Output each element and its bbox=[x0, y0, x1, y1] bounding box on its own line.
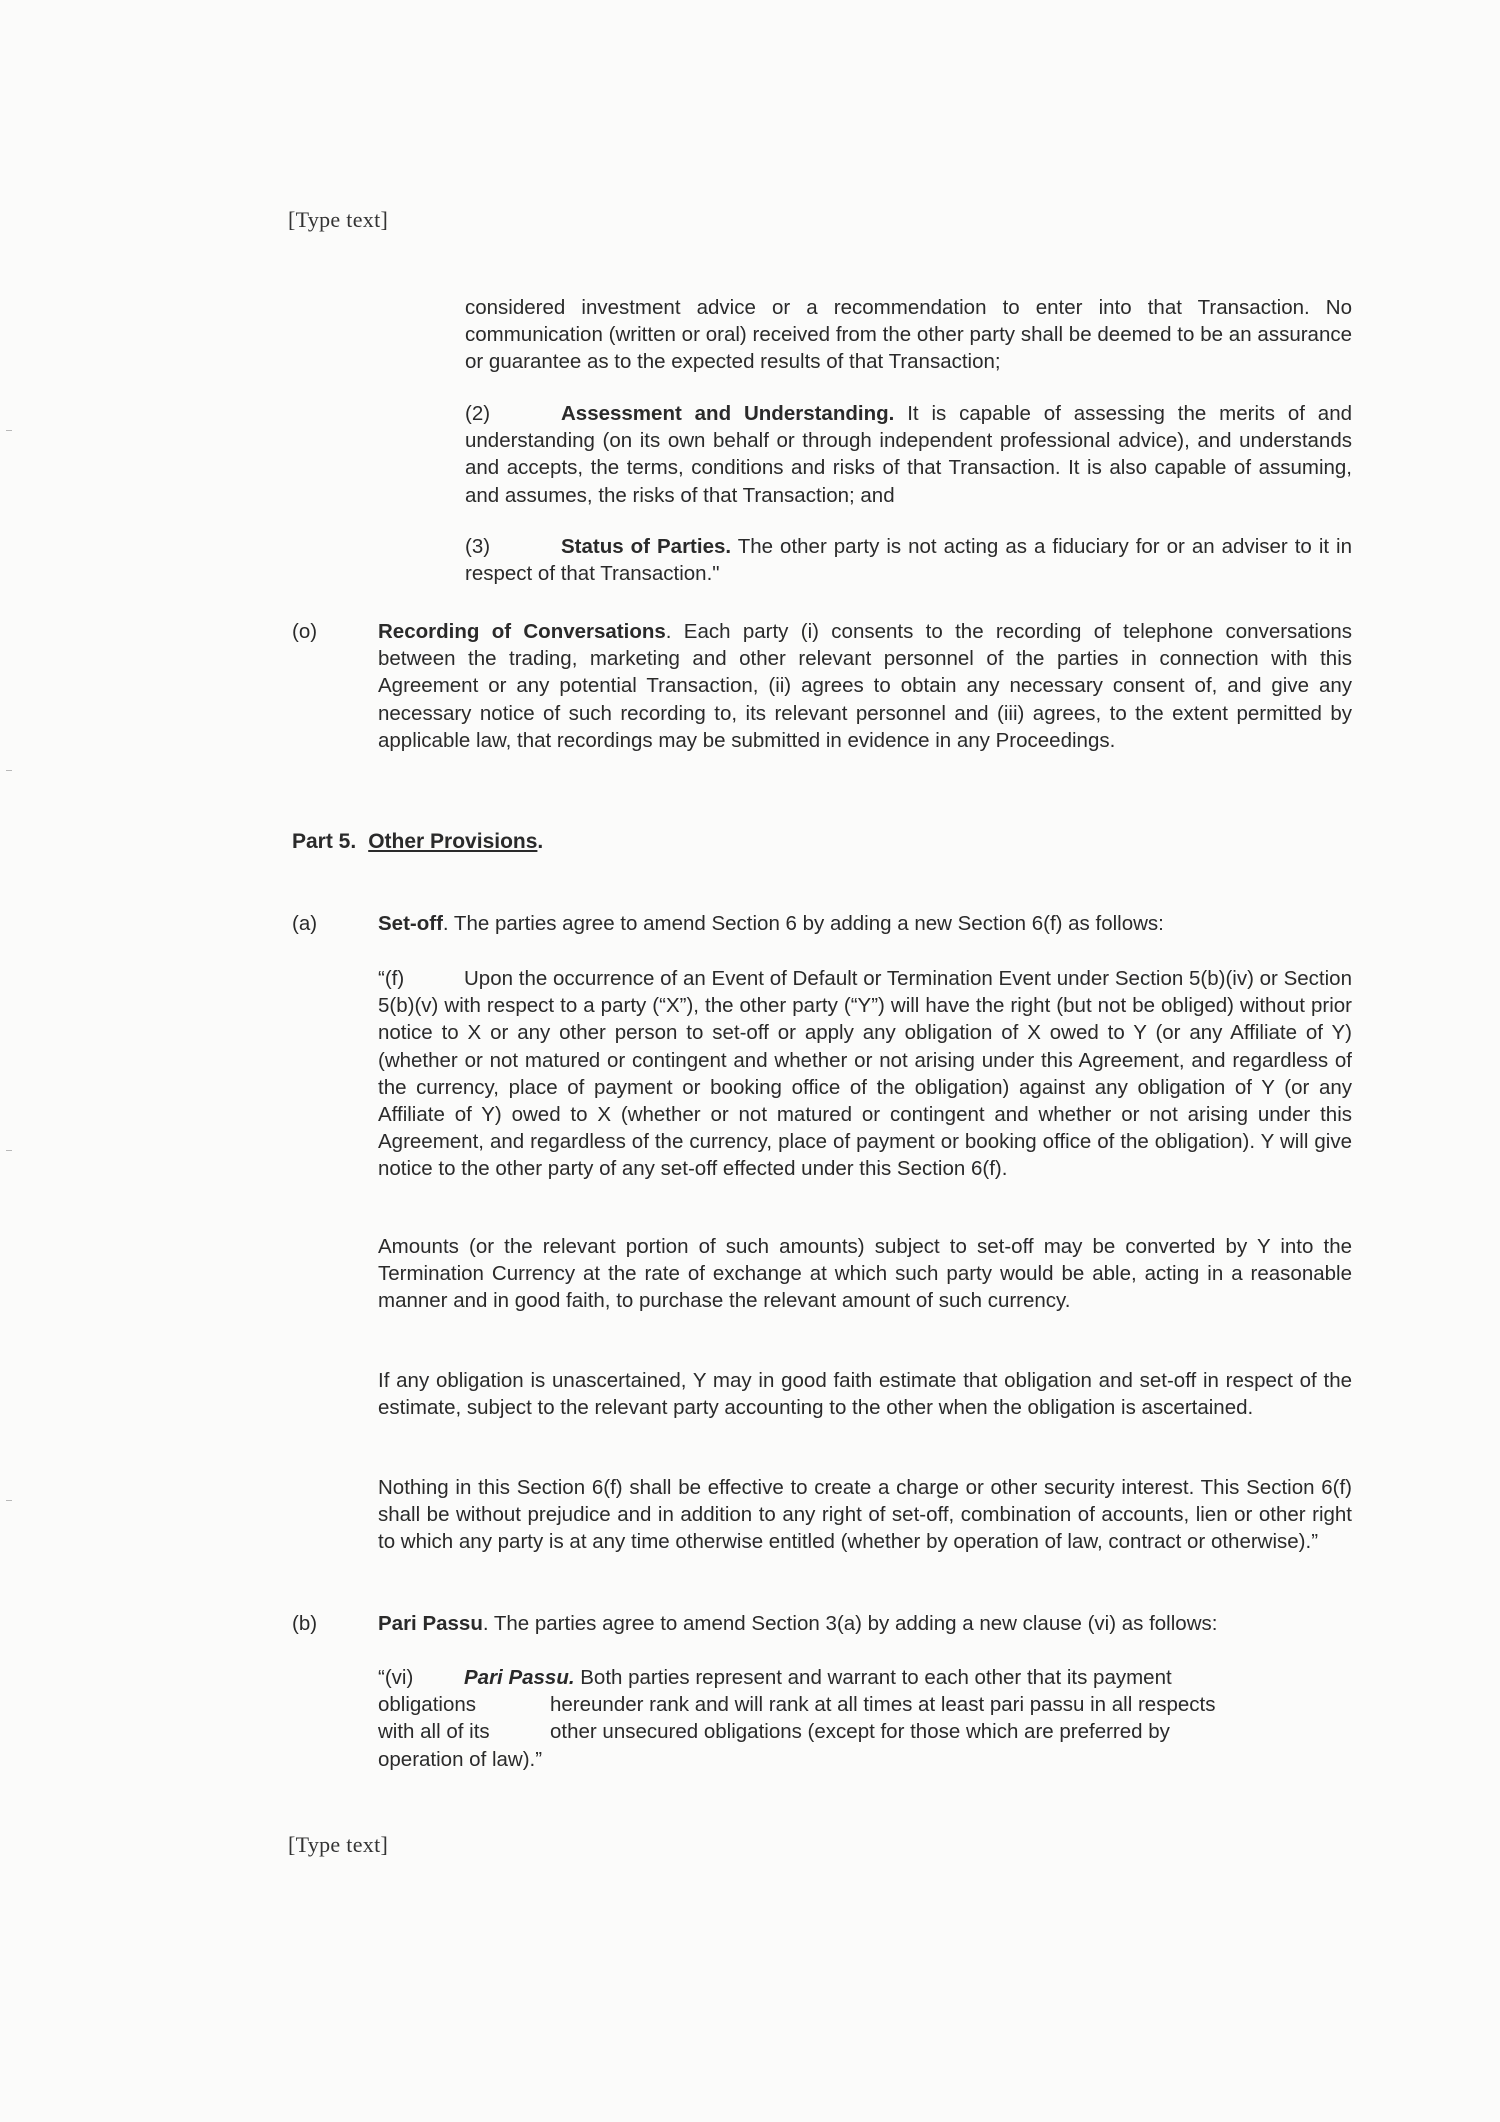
scan-edge-mark bbox=[6, 1150, 12, 1151]
clause-vi-line-3-text: other unsecured obligations (except for those which are preferred by bbox=[550, 1720, 1170, 1744]
running-header: [Type text] bbox=[288, 207, 389, 232]
clause-vi-line-1 bbox=[378, 1664, 1352, 1691]
clause-3-number: (3) bbox=[465, 535, 491, 558]
clause-o bbox=[378, 618, 1352, 754]
scan-edge-mark bbox=[6, 1500, 12, 1501]
part-5-label: Part 5. bbox=[292, 830, 357, 853]
setoff-amounts-text: Amounts (or the relevant portion of such amounts) subject to set-off may be converted by Y into the Termination Currency at the rate of exchange at which such party would be able, acting in a reasonable manner and in good faith, to purchase the relevant amount of such currency. bbox=[378, 1235, 1352, 1313]
clause-3-text: The other party is not acting as a fiduciary for or an adviser to it in respect of that Transaction." bbox=[465, 535, 1353, 586]
setoff-intro bbox=[378, 910, 1352, 937]
clause-vi-line-2 bbox=[378, 1691, 1352, 1718]
setoff-intro-text: . The parties agree to amend Section 6 by adding a new Section 6(f) as follows: bbox=[442, 912, 1164, 935]
pari-passu-marker: (b) bbox=[292, 1612, 318, 1635]
clause-3-title: Status of Parties. bbox=[561, 535, 732, 558]
section-6f-text: Upon the occurrence of an Event of Default or Termination Event under Section 5(b)(iv) or Section 5(b)(v) with respect to a party (“X”), the other party (“Y”) will have the right (but not be obliged) without prior notice to X or any other person to set-off or apply any obligation of X owed to Y (or any Affiliate of Y) (whether or not matured or contingent and whether or not arising under this Agreement, and regardless of the currency, place of payment or booking office of the obligation) against any obligation of Y (or any Affiliate of Y) owed to X (whether or not matured or contingent and whether or not arising under this Agreement, and regardless of the currency, place of payment or booking office of the obligation). Y will give notice to the other party of any set-off effected under this Section 6(f). bbox=[378, 967, 1352, 1181]
clause-vi-number: “(vi) bbox=[378, 1666, 414, 1689]
setoff-title: Set-off bbox=[378, 912, 443, 935]
section-6f bbox=[378, 965, 1352, 1183]
clause-o-text: . Each party (i) consents to the recording of telephone conversations between the trading, marketing and other relevant personnel of the parties in connection with this Agreement or any potential Transaction, (ii) agrees to obtain any necessary consent of, and give any necessary notice of such recording to, its relevant personnel and (iii) agrees, to the extent permitted by applicable law, that recordings may be submitted in evidence in any Proceedings. bbox=[378, 620, 1353, 752]
part-5-heading bbox=[292, 828, 543, 855]
clause-o-marker: (o) bbox=[292, 620, 318, 643]
clause-2 bbox=[465, 400, 1352, 509]
pari-passu-intro bbox=[378, 1610, 1352, 1637]
setoff-marker: (a) bbox=[292, 912, 318, 935]
pari-passu-title: Pari Passu bbox=[378, 1612, 483, 1635]
clause-3 bbox=[465, 533, 1352, 587]
clause-2-text: It is capable of assessing the merits of and understanding (on its own behalf or through independent professional advice), and understands and accepts, the terms, conditions and risks of that Transaction. It is also capable of assuming, and assumes, the risks of that Transaction; and bbox=[465, 402, 1352, 507]
running-footer: [Type text] bbox=[288, 1832, 389, 1857]
setoff-unascertained bbox=[378, 1367, 1352, 1421]
setoff-nothing-text: Nothing in this Section 6(f) shall be effective to create a charge or other security interest. This Section 6(f) shall be without prejudice and in addition to any right of set-off, combination of accounts, lien or other right to which any party is at any time otherwise entitled (whether by operation of law, contract or otherwise).” bbox=[378, 1476, 1352, 1554]
scan-edge-mark bbox=[6, 770, 12, 771]
setoff-nothing bbox=[378, 1474, 1352, 1556]
clause-2-number: (2) bbox=[465, 402, 491, 425]
setoff-amounts bbox=[378, 1233, 1352, 1315]
clause-vi-line-3 bbox=[378, 1718, 1352, 1745]
clause-o-title: Recording of Conversations bbox=[378, 620, 666, 643]
clause-1-continuation bbox=[465, 294, 1352, 376]
section-6f-number: “(f) bbox=[378, 967, 405, 990]
continuation-text: considered investment advice or a recommendation to enter into that Transaction. No communication (written or oral) received from the other party shall be deemed to be an assurance or guarantee as to the expected results of that Transaction; bbox=[465, 296, 1352, 374]
part-5-title-suffix: . bbox=[537, 830, 544, 853]
clause-vi-line-3-lead: with all of its bbox=[378, 1720, 490, 1744]
clause-vi-line-2-text: hereunder rank and will rank at all times at least pari passu in all respects bbox=[550, 1693, 1216, 1717]
clause-vi bbox=[378, 1664, 1352, 1773]
clause-2-title: Assessment and Understanding. bbox=[561, 402, 895, 425]
clause-vi-line-2-lead: obligations bbox=[378, 1693, 477, 1717]
clause-vi-line-1-text: Both parties represent and warrant to each other that its payment bbox=[580, 1666, 1172, 1689]
scan-edge-mark bbox=[6, 430, 12, 431]
clause-vi-title: Pari Passu. bbox=[464, 1666, 575, 1689]
pari-passu-intro-text: . The parties agree to amend Section 3(a) by adding a new clause (vi) as follows: bbox=[482, 1612, 1218, 1635]
clause-vi-line-4: operation of law).” bbox=[378, 1747, 543, 1771]
setoff-unascertained-text: If any obligation is unascertained, Y may in good faith estimate that obligation and set-off in respect of the estimate, subject to the relevant party accounting to the other when the obligation is ascertained. bbox=[378, 1369, 1352, 1420]
part-5-title: Other Provisions bbox=[368, 830, 538, 853]
